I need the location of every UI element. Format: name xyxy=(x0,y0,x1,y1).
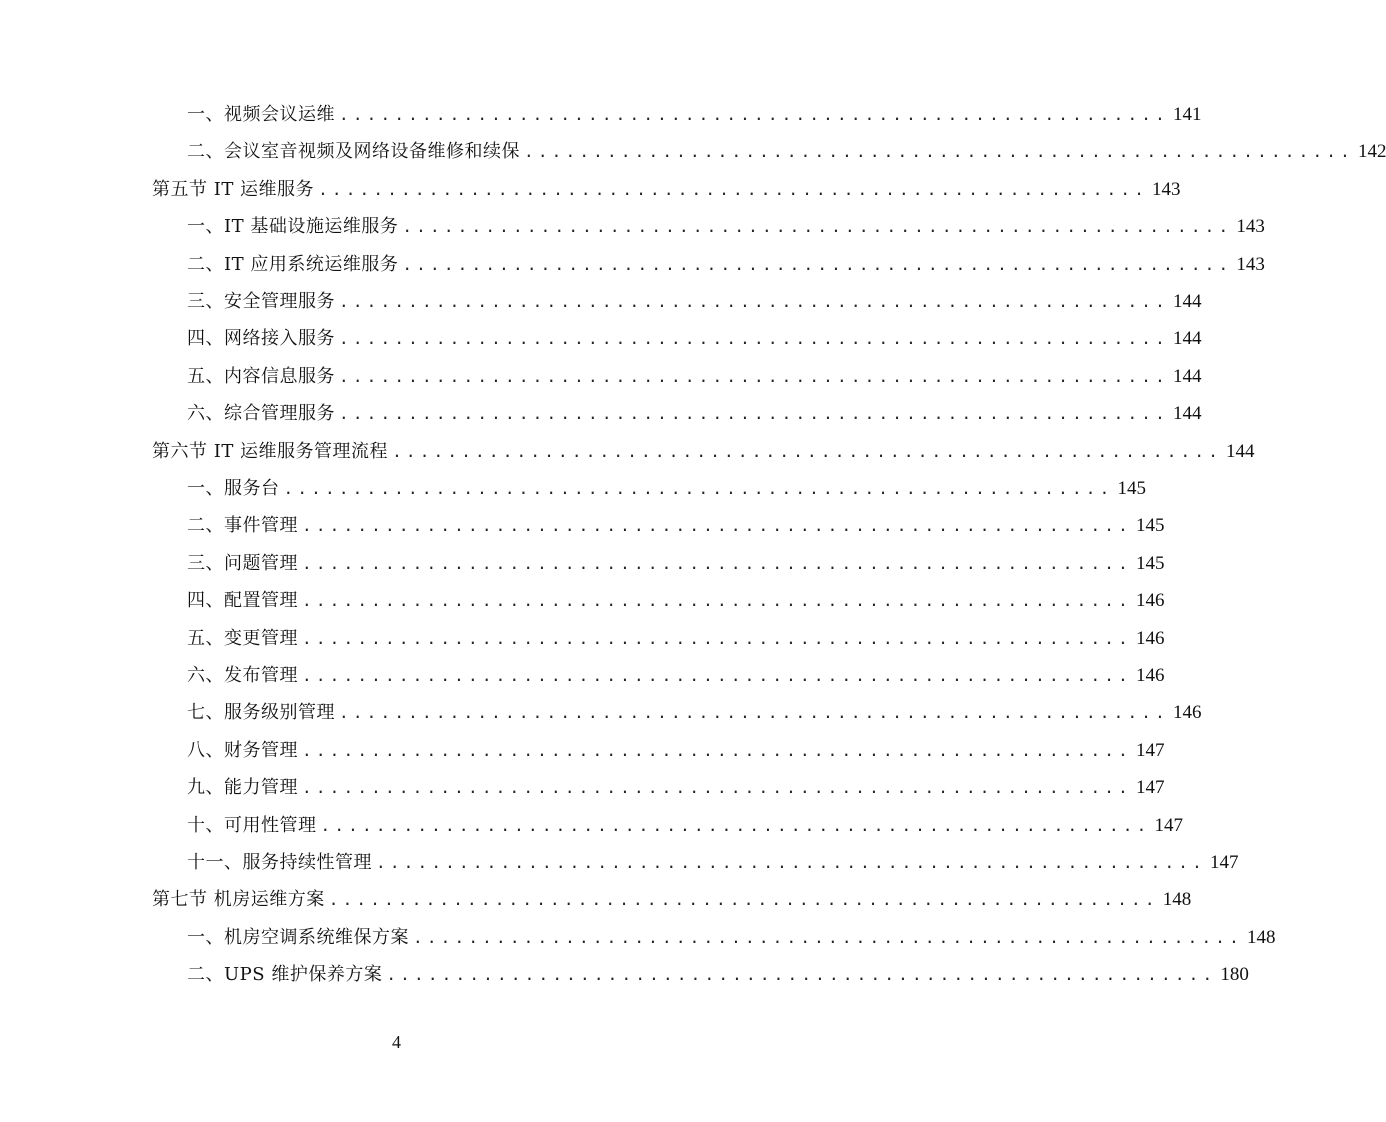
toc-entry-page: 147 xyxy=(1135,739,1165,761)
toc-entry-title: 二、事件管理 xyxy=(187,515,298,537)
toc-entry xyxy=(187,324,1202,354)
toc-entry-page: 145 xyxy=(1135,552,1165,574)
toc-entry-page: 141 xyxy=(1172,104,1202,125)
toc-entry xyxy=(187,773,1165,803)
toc-entry-page: 144 xyxy=(1172,291,1202,312)
toc-dot-leader: ............................................................ xyxy=(320,815,1151,835)
toc-entry-title: 五、变更管理 xyxy=(187,627,298,649)
toc-entry-title: 一、视频会议运维 xyxy=(187,104,335,125)
toc-entry-page: 148 xyxy=(1246,926,1276,948)
toc-entry-title: 十、可用性管理 xyxy=(187,814,317,836)
toc-entry-title: 六、综合管理服务 xyxy=(187,403,335,425)
toc-entry-title: 三、问题管理 xyxy=(187,552,298,574)
toc-entry xyxy=(187,923,1276,953)
toc-dot-leader: ............................................................ xyxy=(386,965,1217,985)
toc-dot-leader: ............................................................ xyxy=(302,778,1132,798)
toc-dot-leader: ............................................................ xyxy=(339,105,1169,124)
toc-entry-title: 一、机房空调系统维保方案 xyxy=(187,926,409,948)
toc-entry-page: 143 xyxy=(1236,253,1265,275)
toc-dot-leader: ............................................................ xyxy=(339,404,1169,424)
toc-dot-leader: ............................................................ xyxy=(339,292,1169,311)
toc-entry-title: 一、IT 基础设施运维服务 xyxy=(187,216,399,238)
toc-entry xyxy=(187,736,1165,766)
toc-entry-title: 七、服务级别管理 xyxy=(187,702,335,724)
toc-entry-title: 四、网络接入服务 xyxy=(187,328,335,350)
toc-entry-title: 第七节 机房运维方案 xyxy=(152,889,325,911)
toc-entry-title: 第六节 IT 运维服务管理流程 xyxy=(152,440,389,462)
toc-entry xyxy=(187,586,1165,616)
toc-dot-leader: ............................................................ xyxy=(339,703,1169,723)
toc-entry xyxy=(187,960,1249,990)
toc-entry-page: 144 xyxy=(1226,440,1255,462)
toc-entry-title: 一、服务台 xyxy=(187,478,280,499)
toc-entry-title: 二、IT 应用系统运维服务 xyxy=(187,253,399,275)
toc-entry-title: 二、UPS 维护保养方案 xyxy=(187,964,383,986)
toc-entry-title: 三、安全管理服务 xyxy=(187,291,335,312)
toc-entry xyxy=(187,362,1202,392)
toc-dot-leader: ............................................................ xyxy=(402,217,1233,237)
toc-entry-title: 十一、服务持续性管理 xyxy=(187,852,372,873)
toc-entry xyxy=(187,698,1202,728)
toc-entry xyxy=(187,848,1239,878)
toc-entry xyxy=(187,811,1183,841)
toc-entry-page: 147 xyxy=(1209,852,1239,873)
toc-entry-page: 144 xyxy=(1172,365,1202,387)
toc-dot-leader: ............................................................ xyxy=(402,254,1233,274)
toc-entry-page: 142 xyxy=(1357,141,1386,163)
toc-dot-leader: ............................................................ xyxy=(339,366,1169,386)
toc-entry xyxy=(187,511,1165,541)
toc-entry-page: 146 xyxy=(1135,665,1165,686)
toc-dot-leader: ............................................................ xyxy=(524,142,1354,162)
toc-dot-leader: ............................................................ xyxy=(302,553,1132,573)
toc-entry-title: 第五节 IT 运维服务 xyxy=(152,178,315,200)
toc-entry-title: 八、财务管理 xyxy=(187,739,298,761)
toc-entry-page: 147 xyxy=(1154,814,1183,836)
toc-dot-leader: ............................................................ xyxy=(302,666,1132,685)
toc-entry-page: 144 xyxy=(1172,403,1202,425)
toc-entry-page: 143 xyxy=(1236,216,1265,238)
page-number: 4 xyxy=(392,1032,401,1052)
toc-entry-page: 143 xyxy=(1152,178,1181,200)
toc-entry xyxy=(187,137,1386,167)
toc-entry-page: 145 xyxy=(1135,515,1165,537)
toc-entry-page: 147 xyxy=(1135,777,1165,799)
toc-entry-page: 180 xyxy=(1220,964,1249,986)
toc-entry xyxy=(187,287,1202,317)
toc-dot-leader: ............................................................ xyxy=(413,927,1243,947)
toc-entry xyxy=(187,212,1265,242)
toc-entry xyxy=(187,549,1165,579)
toc-entry xyxy=(187,474,1146,504)
toc-entry xyxy=(187,661,1165,691)
toc-entry-page: 145 xyxy=(1117,478,1146,499)
toc-entry-page: 148 xyxy=(1162,889,1192,911)
toc-entry-page: 146 xyxy=(1172,702,1202,724)
toc-entry-page: 146 xyxy=(1135,590,1165,612)
toc-entry-page: 144 xyxy=(1172,328,1202,350)
toc-dot-leader: ............................................................ xyxy=(392,441,1223,461)
toc-entry-title: 九、能力管理 xyxy=(187,777,298,799)
toc-dot-leader: ............................................................ xyxy=(376,853,1206,872)
toc-entry xyxy=(187,399,1202,429)
toc-dot-leader: ............................................................ xyxy=(302,591,1132,611)
toc-entry-title: 二、会议室音视频及网络设备维修和续保 xyxy=(187,141,520,163)
toc-dot-leader: ............................................................ xyxy=(339,329,1169,349)
toc-entry xyxy=(187,100,1202,130)
toc-dot-leader: ............................................................ xyxy=(318,179,1149,199)
toc-dot-leader: ............................................................ xyxy=(302,516,1132,536)
toc-entry-title: 五、内容信息服务 xyxy=(187,365,335,387)
toc-dot-leader: ............................................................ xyxy=(328,890,1159,910)
toc-entry xyxy=(187,250,1265,280)
toc-dot-leader: ............................................................ xyxy=(283,479,1114,498)
toc-entry xyxy=(152,885,1192,915)
toc-entry xyxy=(187,624,1165,654)
toc-dot-leader: ............................................................ xyxy=(302,740,1132,760)
toc-entry-title: 六、发布管理 xyxy=(187,665,298,686)
toc-entry xyxy=(152,437,1255,467)
toc-entry-page: 146 xyxy=(1135,627,1165,649)
toc-entry xyxy=(152,175,1181,205)
toc-entry-title: 四、配置管理 xyxy=(187,590,298,612)
toc-dot-leader: ............................................................ xyxy=(302,628,1132,648)
